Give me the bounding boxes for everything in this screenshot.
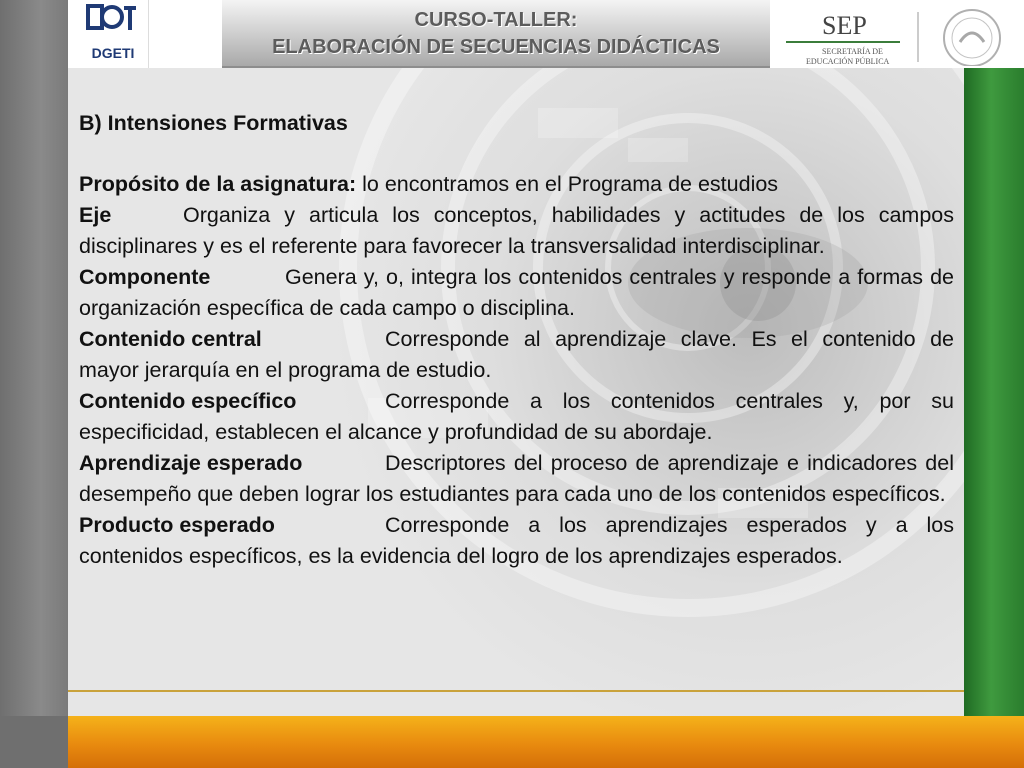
purpose-text: lo encontramos en el Programa de estudios	[356, 172, 779, 196]
dgeti-logo	[78, 0, 149, 68]
gold-divider	[68, 690, 964, 692]
section-heading: B) Intensiones Formativas	[79, 111, 348, 135]
definition-contenido-central	[79, 324, 954, 386]
left-gray-bar	[0, 0, 68, 768]
definition-term: Componente	[79, 265, 211, 289]
definition-text: Corresponde a los aprendizajes esperados y a los contenidos específicos, es la evidencia del logro de los aprendizajes esperados.	[79, 513, 954, 568]
purpose-paragraph	[79, 169, 954, 200]
definition-aprendizaje-esperado	[79, 448, 954, 510]
course-title-line2: ELABORACIÓN DE SECUENCIAS DIDÁCTICAS	[272, 36, 720, 58]
definition-eje	[79, 200, 954, 262]
mexico-seal-icon	[930, 4, 1014, 66]
definition-text: Descriptores del proceso de aprendizaje e indicadores del desempeño que deben lograr los estudiantes para cada uno de los contenidos específicos.	[79, 451, 954, 506]
purpose-label: Propósito de la asignatura:	[79, 172, 357, 196]
sep-logo-name: SEP	[822, 11, 867, 40]
sep-logo-line1: SECRETARÍA DE	[822, 47, 883, 56]
definition-term: Eje	[79, 203, 112, 227]
bottom-orange-bar	[68, 716, 1024, 768]
dgeti-emblem-icon	[78, 0, 148, 68]
definition-term: Producto esperado	[79, 513, 275, 537]
content-area	[79, 108, 954, 572]
definition-term: Aprendizaje esperado	[79, 451, 303, 475]
definition-text: Organiza y articula los conceptos, habilidades y actitudes de los campos disciplinares y es el referente para favorecer la transversalidad interdisciplinar.	[79, 203, 954, 258]
course-title-banner	[222, 0, 770, 68]
definition-componente	[79, 262, 954, 324]
dgeti-logo-text: DGETI	[91, 45, 135, 61]
definition-text: Genera y, o, integra los contenidos centrales y responde a formas de organización específica de cada campo o disciplina.	[79, 265, 954, 320]
right-green-bar	[964, 68, 1024, 718]
definition-text: Corresponde a los contenidos centrales y, por su especificidad, establecen el alcance y profundidad de su abordaje.	[79, 389, 954, 444]
course-title-line1: CURSO-TALLER:	[414, 9, 578, 31]
sep-logo-line2: EDUCACIÓN PÚBLICA	[806, 57, 890, 66]
definition-term: Contenido central	[79, 327, 262, 351]
definition-text: Corresponde al aprendizaje clave. Es el contenido de mayor jerarquía en el programa de estudio.	[79, 327, 954, 382]
definition-term: Contenido específico	[79, 389, 297, 413]
definition-contenido-especifico	[79, 386, 954, 448]
definition-producto-esperado	[79, 510, 954, 572]
bottom-left-block	[0, 716, 68, 768]
